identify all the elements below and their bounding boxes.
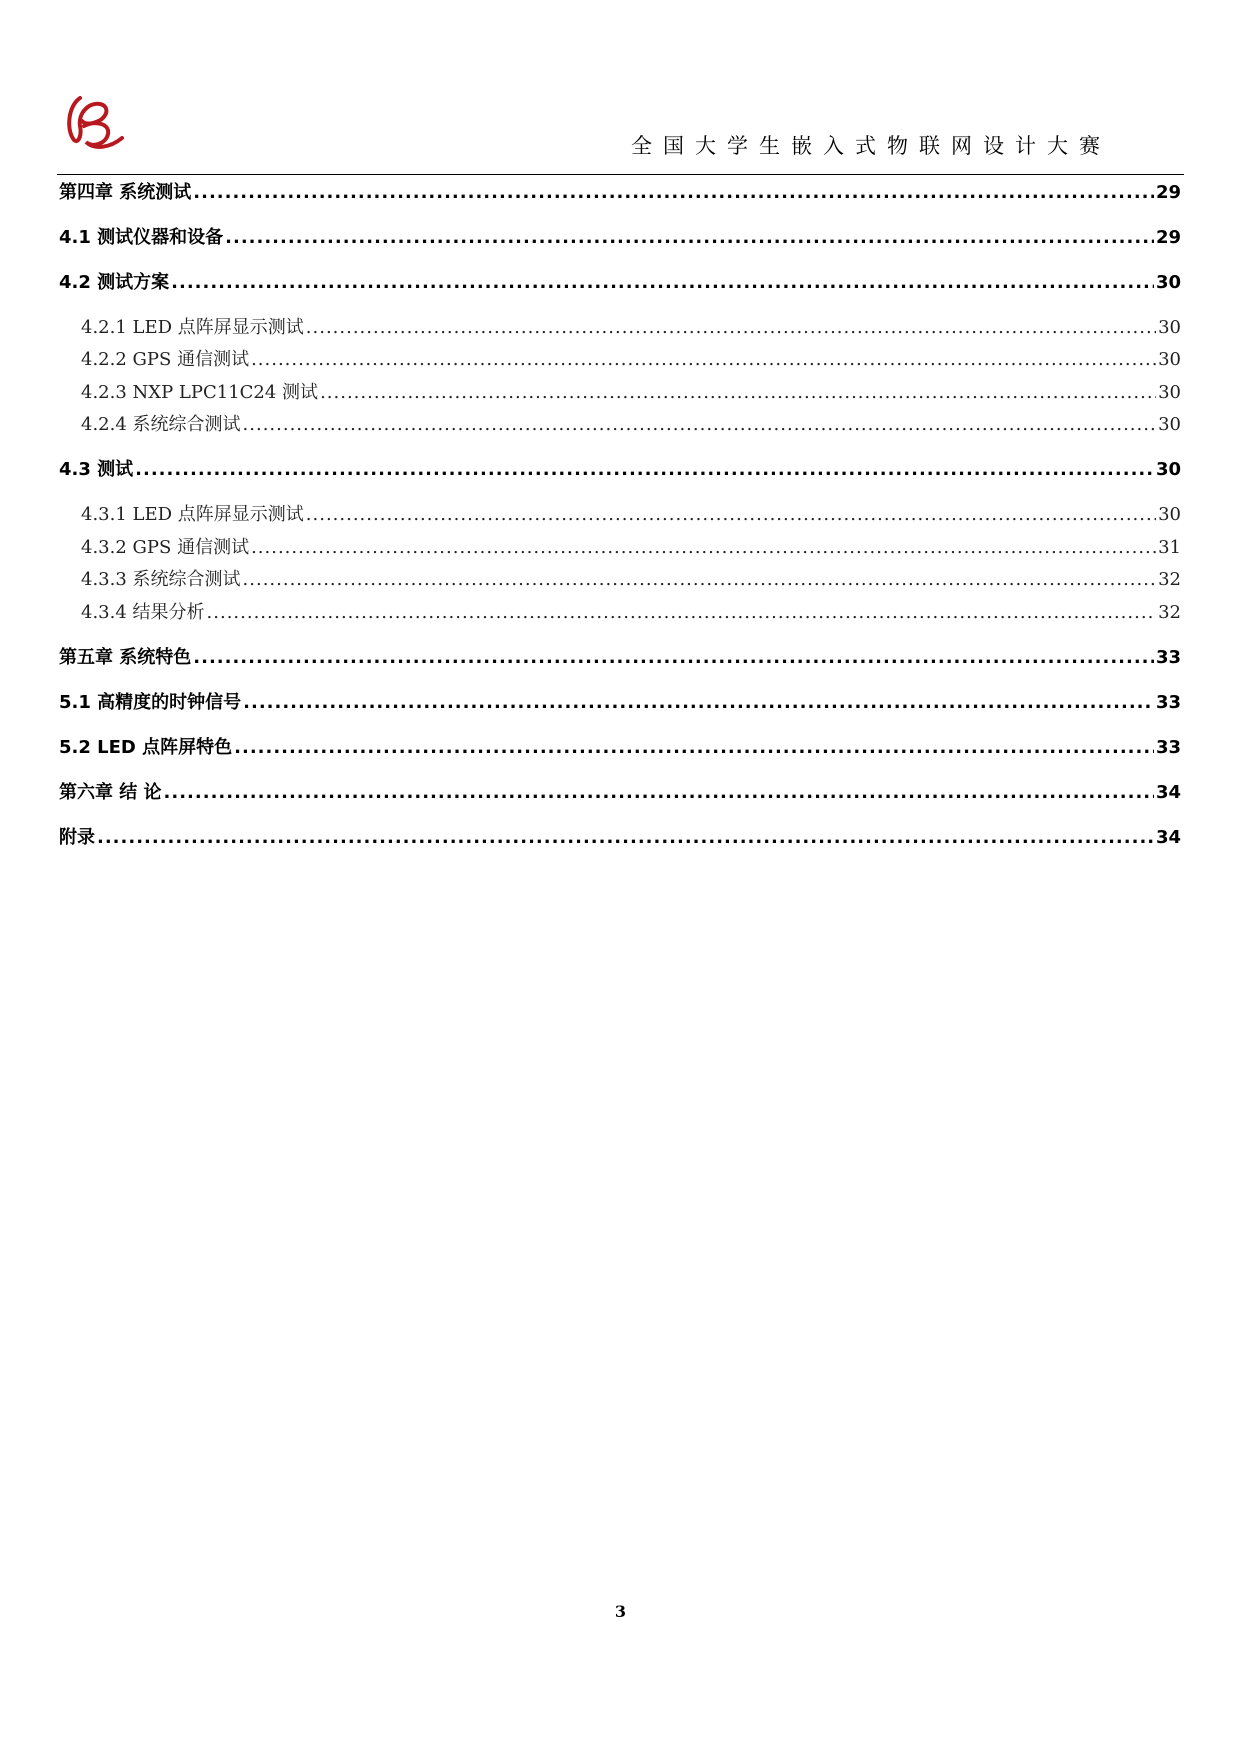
toc-entry-page: 29 (1155, 182, 1181, 203)
toc-entry-title: 第六章 结 论 (59, 782, 162, 803)
toc-entry[interactable] (59, 600, 1181, 626)
toc-entry-page: 30 (1158, 504, 1181, 525)
toc-leader-dots (193, 180, 1154, 206)
toc-entry[interactable] (59, 180, 1181, 206)
toc-leader-dots (171, 270, 1154, 296)
toc-leader-dots (243, 567, 1157, 593)
toc-entry-title: 5.1 高精度的时钟信号 (59, 692, 242, 713)
page-number: 3 (614, 1602, 627, 1621)
toc-entry-page: 30 (1158, 349, 1181, 370)
toc-entry-title: 4.2.2 GPS 通信测试 (81, 349, 250, 370)
toc-entry-page: 32 (1158, 602, 1181, 623)
toc-leader-dots (243, 412, 1157, 438)
toc-entry-title: 4.2.4 系统综合测试 (81, 414, 241, 435)
toc-entry-page: 30 (1155, 459, 1181, 480)
toc-leader-dots (97, 825, 1154, 851)
toc-entry-page: 32 (1158, 569, 1181, 590)
header-divider (57, 174, 1184, 175)
toc-entry[interactable] (59, 225, 1181, 251)
header-title: 全国大学生嵌入式物联网设计大赛 (631, 134, 1111, 158)
toc-entry[interactable] (59, 535, 1181, 561)
toc-entry-title: 4.3 测试 (59, 459, 134, 480)
toc-entry[interactable] (59, 270, 1181, 296)
toc-entry[interactable] (59, 347, 1181, 373)
toc-entry-page: 33 (1155, 737, 1181, 758)
toc-entry-page: 34 (1155, 782, 1181, 803)
toc-entry-title: 第四章 系统测试 (59, 182, 192, 203)
competition-logo-icon (58, 86, 130, 158)
toc-entry[interactable] (59, 567, 1181, 593)
toc-leader-dots (243, 690, 1154, 716)
toc-entry-title: 第五章 系统特色 (59, 647, 192, 668)
toc-entry-page: 34 (1155, 827, 1181, 848)
toc-entry-page: 30 (1158, 382, 1181, 403)
toc-entry[interactable] (59, 690, 1181, 716)
toc-entry[interactable] (59, 457, 1181, 483)
toc-entry-title: 4.1 测试仪器和设备 (59, 227, 224, 248)
toc-leader-dots (306, 315, 1156, 341)
toc-entry-title: 4.3.4 结果分析 (81, 602, 205, 623)
toc-entry[interactable] (59, 380, 1181, 406)
toc-entry-page: 33 (1155, 692, 1181, 713)
toc-leader-dots (207, 600, 1157, 626)
toc-entry[interactable] (59, 502, 1181, 528)
toc-entry-title: 附录 (59, 827, 95, 848)
toc-entry-title: 4.2 测试方案 (59, 272, 170, 293)
toc-leader-dots (225, 225, 1154, 251)
toc-leader-dots (251, 347, 1156, 373)
toc-leader-dots (164, 780, 1154, 806)
toc-leader-dots (135, 457, 1154, 483)
toc-entry-title: 4.3.1 LED 点阵屏显示测试 (81, 504, 304, 525)
toc-entry-title: 4.2.3 NXP LPC11C24 测试 (81, 382, 319, 403)
toc-entry[interactable] (59, 735, 1181, 761)
toc-entry-title: 5.2 LED 点阵屏特色 (59, 737, 233, 758)
toc-leader-dots (234, 735, 1154, 761)
toc-entry[interactable] (59, 645, 1181, 671)
toc-entry-page: 30 (1155, 272, 1181, 293)
toc-entry[interactable] (59, 412, 1181, 438)
toc-entry[interactable] (59, 825, 1181, 851)
toc-entry-page: 30 (1158, 414, 1181, 435)
toc-entry-title: 4.3.2 GPS 通信测试 (81, 537, 250, 558)
toc-entry-page: 33 (1155, 647, 1181, 668)
toc-entry-page: 30 (1158, 317, 1181, 338)
toc-leader-dots (193, 645, 1154, 671)
toc-entry-title: 4.3.3 系统综合测试 (81, 569, 241, 590)
toc-entry[interactable] (59, 315, 1181, 341)
toc-entry[interactable] (59, 780, 1181, 806)
toc-entry-page: 31 (1158, 537, 1181, 558)
toc-leader-dots (306, 502, 1156, 528)
toc-entry-page: 29 (1155, 227, 1181, 248)
toc-entry-title: 4.2.1 LED 点阵屏显示测试 (81, 317, 304, 338)
toc-leader-dots (320, 380, 1156, 406)
toc-leader-dots (251, 535, 1156, 561)
